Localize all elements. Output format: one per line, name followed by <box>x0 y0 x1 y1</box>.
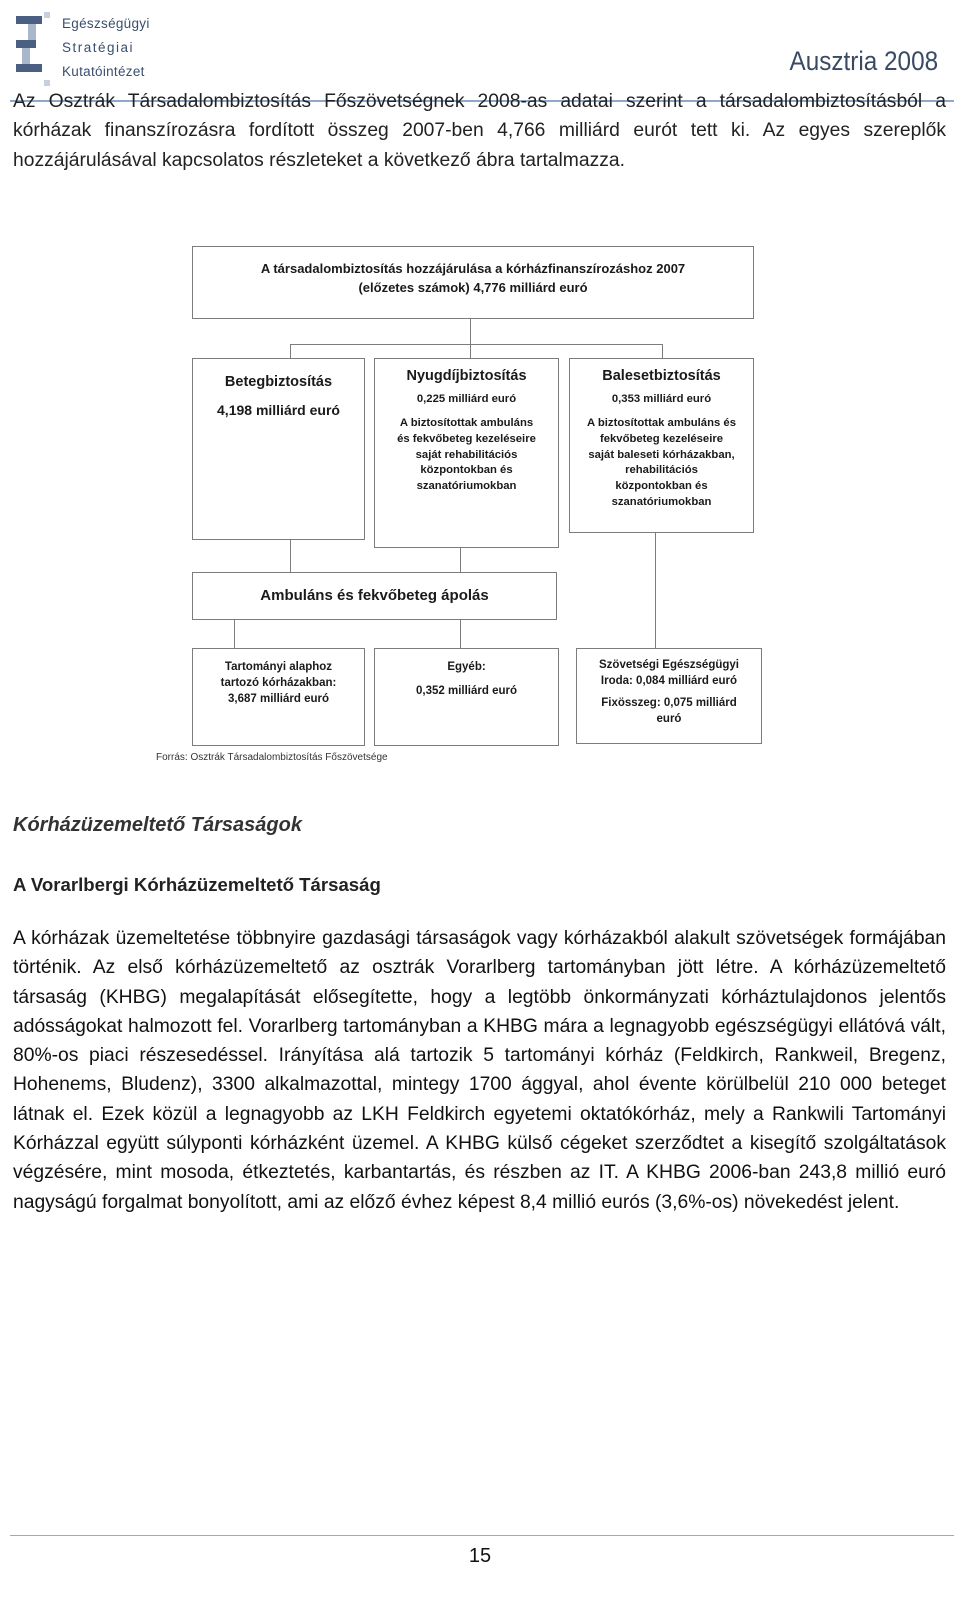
care-title: Ambuláns és fekvőbeteg ápolás <box>260 587 489 604</box>
logo-line-2: Stratégiai <box>62 40 135 55</box>
diagram-source: Forrás: Osztrák Társadalombiztosítás Főszövetsége <box>156 752 388 763</box>
b1-text: Tartományi alaphoz tartozó kórházakban: 3,687 milliárd euró <box>220 661 337 705</box>
diagram-box-provincial-hospitals <box>192 648 365 746</box>
institute-logo <box>14 10 184 94</box>
intro-text <box>13 87 946 175</box>
intro-paragraph: Az Osztrák Társadalombiztosítás Főszövetségnek 2008-as adatai szerint a társadalombiztosításból a kórházak finanszírozásra fordított összeg 2007-ben 4,766 milliárd eurót tett ki. Az egyes szereplők hozzájárulásával kapcsolatos részleteket a következő ábra tartalmazza. <box>13 91 946 171</box>
col2-description: A biztosítottak ambuláns és fekvőbeteg kezeléseire saját rehabilitációs központokban és szanatóriumokban <box>397 417 536 493</box>
diagram-top-box <box>192 246 754 319</box>
connector-care-right <box>460 620 461 650</box>
b2-title: Egyéb: <box>447 661 486 673</box>
footer-divider <box>10 1535 954 1536</box>
col2-amount: 0,225 milliárd euró <box>416 393 517 405</box>
connector-col3-down <box>655 532 656 649</box>
col2-title: Nyugdíjbiztosítás <box>406 368 527 384</box>
b2-amount: 0,352 milliárd euró <box>416 685 517 697</box>
connector-care-left <box>234 620 235 650</box>
col3-amount: 0,353 milliárd euró <box>611 393 712 405</box>
body-paragraph: A kórházak üzemeltetése többnyire gazdasági társaságok vagy kórházakból alakult szövetségek formájában történik. Az első kórházüzemeltető az osztrák Vorarlberg tartományban jött létre. A kórházüzemeltető társaság (KHBG) megalapítását elősegítette, hogy a legtöbb önkormányzati kórháztulajdonos jelentős adósságokat halmozott fel. Vorarlberg tartományban a KHBG mára a legnagyobb egészségügyi ellátóvá vált, 80%-os piaci részesedéssel. Irányítása alá tartozik 5 tartományi kórház (Feldkirch, Rankweil, Bregenz, Hohenems, Bludenz), 3300 alkalmazottal, mintegy 1700 ággyal, ahol évente körülbelül 210 000 beteget látnak el. Ezek közül a legnagyobb az LKH Feldkirch egyetemi oktatókórház, mely a Rankwili Tartományi Kórházzal együtt súlyponti kórházként üzemel. A KHBG külső cégeket szerződtet a kisegítő szolgáltatások végzésére, mint mosoda, étkeztetés, karbantartás, és részben az IT. A KHBG 2006-ban 243,8 millió euró nagyságú forgalmat bonyolított, ami az előző évhez képest 8,4 millió eurós (3,6%-os) növekedést jelent. <box>13 928 946 1213</box>
logo-line-1: Egészségügyi <box>62 16 150 31</box>
diagram-top-line-1: A társadalombiztosítás hozzájárulása a kórházfinanszírozáshoz 2007 <box>260 261 686 276</box>
diagram-top-line-2: (előzetes számok) 4,776 milliárd euró <box>358 280 588 295</box>
body-text <box>13 924 946 1217</box>
section-title: Kórházüzemeltető Társaságok <box>13 814 302 836</box>
diagram-box-federal-office <box>576 648 762 744</box>
col3-title: Balesetbiztosítás <box>602 368 721 384</box>
diagram-box-care <box>192 572 557 620</box>
b3-line-1: Szövetségi Egészségügyi Iroda: 0,084 milliárd euró <box>599 659 739 687</box>
logo-mark-icon <box>14 10 54 90</box>
col3-description: A biztosítottak ambuláns és fekvőbeteg kezeléseire saját baleseti kórházakban, rehabilitációs központokban és szanatóriumokban <box>587 417 736 508</box>
diagram-box-health-insurance <box>192 358 365 540</box>
diagram-box-accident-insurance <box>569 358 754 533</box>
connector-top-down <box>470 318 471 344</box>
logo-line-3: Kutatóintézet <box>62 64 145 79</box>
document-title: Ausztria 2008 <box>789 46 938 76</box>
connector-col1-down <box>290 539 291 573</box>
page-number: 15 <box>468 1545 492 1567</box>
col1-amount: 4,198 milliárd euró <box>217 402 340 418</box>
col1-title: Betegbiztosítás <box>224 374 333 390</box>
diagram-box-other <box>374 648 559 746</box>
subsection-title: A Vorarlbergi Kórházüzemeltető Társaság <box>13 874 381 895</box>
funding-diagram <box>150 244 780 780</box>
connector-col2-down <box>460 547 461 573</box>
connector-top-horizontal <box>290 344 663 345</box>
diagram-box-pension-insurance <box>374 358 559 548</box>
b3-line-2: Fixösszeg: 0,075 milliárd euró <box>601 697 737 725</box>
